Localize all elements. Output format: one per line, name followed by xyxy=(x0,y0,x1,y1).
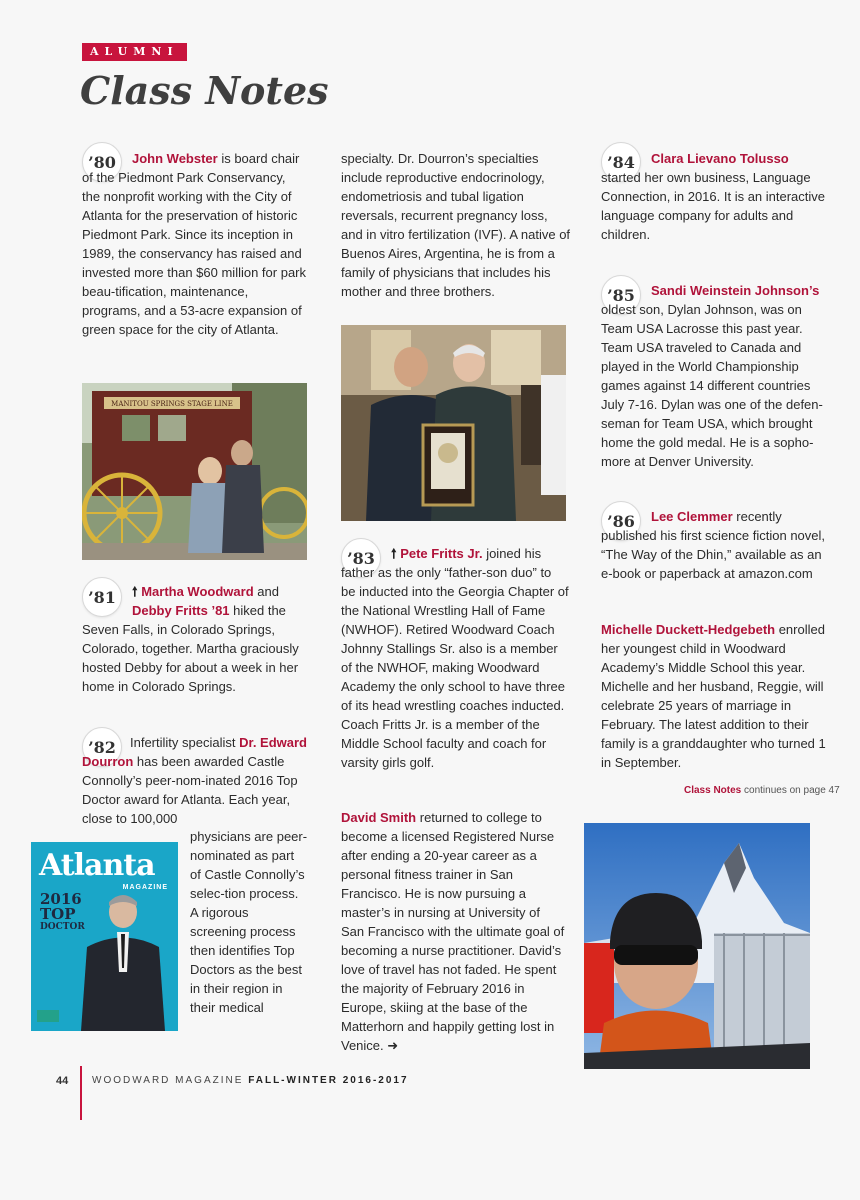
note-81 xyxy=(82,582,307,696)
note-81-text: hiked the Seven Falls, in Colorado Springs, Colorado, together. Martha graciously hosted Debby for about a week in her home in Colorado Springs. xyxy=(82,603,299,694)
note-84-text: started her own business, Language Connection, in 2016. It is an interactive language company for adults and children. xyxy=(601,170,826,242)
arrow-up-icon: 🠕 xyxy=(132,584,138,599)
note-83 xyxy=(341,544,569,772)
note-85 xyxy=(601,281,831,471)
continues-label[interactable]: Class Notes xyxy=(684,785,742,796)
name-john-webster[interactable]: John Webster xyxy=(132,151,218,166)
note-80-text: is board chair of the Piedmont Park Conservancy, the nonprofit working with the City of Atlanta for the preservation of historic Piedmont Park. Since its inception in 1989, the conservancy has raised and invested more than $60 million for park beau-tification, maintenance, programs, and a 53-acre expansion of green space for the city of Atlanta. xyxy=(82,151,307,337)
footer-rule xyxy=(80,1066,82,1120)
magazine-doctor: DOCTOR xyxy=(40,922,85,932)
note-82-intro: Infertility specialist xyxy=(130,735,240,750)
magazine-sub: MAGAZINE xyxy=(122,884,168,891)
note-82-continued: specialty. Dr. Dourron’s specialties include reproductive endocrinology, endometriosis and tubal ligation reversals, recurrent pregnancy loss, and in vitro fertilization (IVF). A native of Buenos Aires, Argentina, he is from a family of physicians that includes his mother and three brothers. xyxy=(341,151,571,299)
note-85-text: oldest son, Dylan Johnson, was on Team USA Lacrosse this past year. Team USA traveled to Canada and played in the World Championship games against 14 different countries July 7-16. Dylan was one of the defen-seman for Team USA, which brought home the gold medal. He is a sopho-more at Denver University. xyxy=(601,302,823,469)
continues-text: continues on page 47 xyxy=(741,785,840,796)
continues-note xyxy=(684,785,840,796)
note-86-text: recently published his first science fiction novel, “The Way of the Dhin,” available as an e-book or paperback at amazon.com xyxy=(601,509,826,581)
stagecoach-sign-text: MANITOU SPRINGS STAGE LINE xyxy=(111,400,233,408)
name-pete-fritts[interactable]: Pete Fritts Jr. xyxy=(400,546,483,561)
footer-pub-name: WOODWARD MAGAZINE xyxy=(92,1075,249,1086)
note-80 xyxy=(82,149,307,339)
note-82 xyxy=(82,733,310,828)
note-82-wrap: physicians are peer-nominated as part of Castle Connolly’s selec-tion process. A rigorous screening process then identifies Top Doctors as the best in their region in their medical xyxy=(190,829,308,1015)
year-badge-84: ’84 xyxy=(601,142,641,182)
note-david-text: returned to college to become a licensed Registered Nurse after ending a 20-year career as a personal fitness trainer in San Francisco. He is now pursuing a master’s in nursing at University of San Francisco with the ultimate goal of becoming a nurse practitioner. David’s love of travel has not faded. He spent the majority of February 2016 in Europe, skiing at the base of the Matterhorn and happily getting lost in Venice. xyxy=(341,810,565,1053)
name-lee-clemmer[interactable]: Lee Clemmer xyxy=(651,509,733,524)
note-86 xyxy=(601,507,829,583)
matterhorn-photo xyxy=(584,823,810,1069)
footer-publication xyxy=(92,1075,409,1086)
note-83-text: joined his father as the only “father-son duo” to be inducted into the Georgia Chapter of the National Wrestling Hall of Fame (NWHOF). Retired Woodward Coach Johnny Stallings Sr. also is a member of the NWHOF, making Woodward Academy the only school to have three of its head wrestling coaches inducted. Coach Fritts Jr. is a member of the Middle School faculty and coach for varsity girls golf. xyxy=(341,546,569,770)
magazine-year: 2016 xyxy=(40,890,82,908)
continue-arrow-icon: ➜ xyxy=(387,1038,399,1053)
name-clara-tolusso[interactable]: Clara Lievano Tolusso xyxy=(651,151,789,166)
magazine-top: TOP xyxy=(40,905,76,923)
year-badge-83: ’83 xyxy=(341,538,381,578)
note-84 xyxy=(601,149,829,244)
name-martha-woodward[interactable]: Martha Woodward xyxy=(141,584,254,599)
award-photo xyxy=(341,325,566,521)
page-title: Class Notes xyxy=(80,68,329,113)
page-number: 44 xyxy=(56,1075,69,1087)
year-badge-86: ’86 xyxy=(601,501,641,541)
name-sandi-johnson[interactable]: Sandi Weinstein Johnson’s xyxy=(651,283,820,298)
name-david-smith[interactable]: David Smith xyxy=(341,810,417,825)
note-michelle-text: enrolled her youngest child in Woodward Academy’s Middle School this year. Michelle and her husband, Reggie, will celebrate 25 years of marriage in February. The latest addition to their family is a granddaughter who turned 1 in September. xyxy=(601,622,826,770)
arrow-up-icon-83: 🠕 xyxy=(391,546,397,561)
year-badge-81: ’81 xyxy=(82,577,122,617)
year-badge-82: ’82 xyxy=(82,727,122,767)
year-badge-85: ’85 xyxy=(601,275,641,315)
name-michelle-hedgebeth[interactable]: Michelle Duckett-Hedgebeth xyxy=(601,622,776,637)
note-michelle xyxy=(601,620,829,772)
footer-issue: FALL-WINTER 2016-2017 xyxy=(248,1075,409,1086)
note-82-text: has been awarded Castle Connolly’s peer-nom-inated 2016 Top Doctor award for Atlanta. Each year, close to 100,000 xyxy=(82,754,298,826)
year-badge-80: ’80 xyxy=(82,142,122,182)
stagecoach-photo xyxy=(82,383,307,560)
magazine-title: Atlanta xyxy=(39,848,155,883)
section-tag: ALUMNI xyxy=(82,43,187,61)
note-david xyxy=(341,808,566,1055)
name-edward-dourron[interactable]: Dr. Edward Dourron xyxy=(82,735,308,769)
atlanta-magazine-cover xyxy=(31,842,178,1031)
name-debby-fritts[interactable]: Debby Fritts ’81 xyxy=(132,603,230,618)
and-text: and xyxy=(253,584,279,599)
